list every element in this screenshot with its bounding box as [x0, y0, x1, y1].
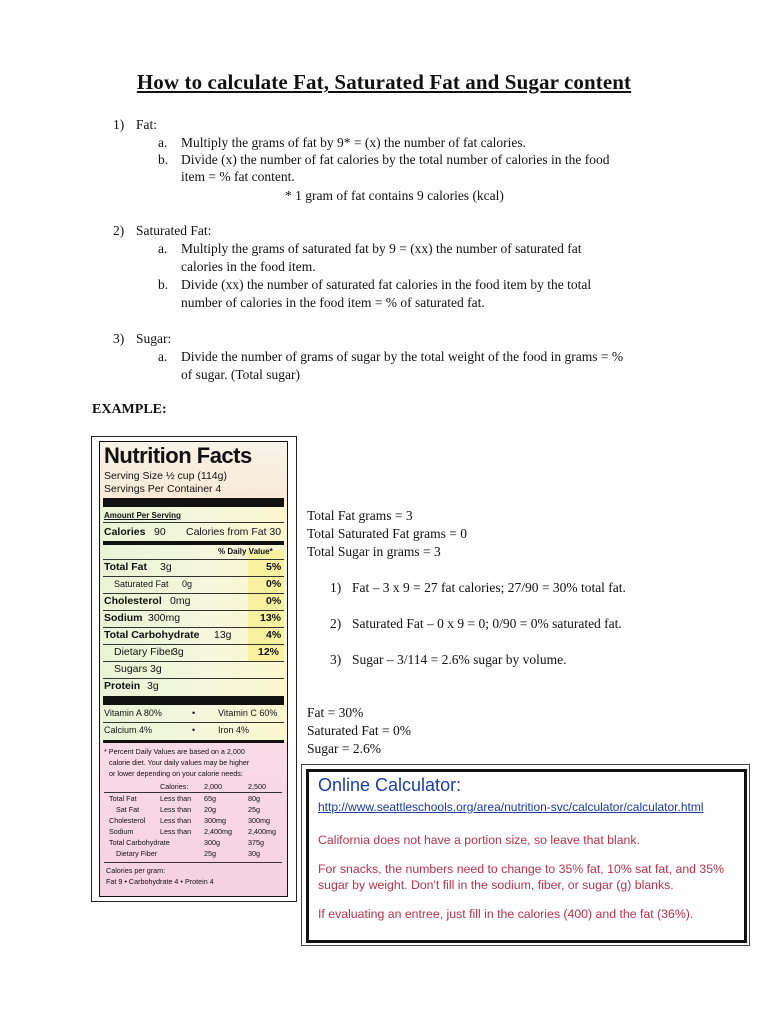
sugar-step-a-line1: Divide the number of grams of sugar by the total weight of the food in grams = % — [181, 349, 624, 364]
section-1-number: 1) — [113, 117, 125, 132]
satfat-step-a-line1: Multiply the grams of saturated fat by 9 = (xx) the number of saturated fat — [181, 241, 582, 256]
dv-table-cell: 25g — [248, 805, 260, 814]
calc-satfat: Saturated Fat – 0 x 9 = 0; 0/90 = 0% saturated fat. — [352, 616, 622, 631]
serving-size: Serving Size ½ cup (114g) — [104, 470, 227, 482]
amount-per-serving: Amount Per Serving — [104, 511, 181, 520]
dv-table-cell: 300mg — [248, 816, 270, 825]
calc-fat: Fat – 3 x 9 = 27 fat calories; 27/90 = 30% total fat. — [352, 580, 626, 595]
satfat-step-a-line2: calories in the food item. — [181, 259, 316, 274]
fat-step-b-line1: Divide (x) the number of fat calories by the total number of calories in the food — [181, 152, 610, 167]
item-letter-a: a. — [158, 135, 168, 150]
sugar-step-a-line2: of sugar. (Total sugar) — [181, 367, 301, 382]
vitamin-c: Vitamin C 60% — [218, 708, 278, 718]
calc-number: 3) — [330, 652, 342, 667]
dv-table-cell: 80g — [248, 794, 260, 803]
calculator-title: Online Calculator: — [318, 775, 462, 795]
calculator-note-snacks-line2: sugar by weight. Don't fill in the sodium, fiber, or sugar (g) blanks. — [318, 878, 674, 892]
section-2-heading: Saturated Fat: — [136, 223, 212, 238]
nutrient-name: Protein — [104, 680, 141, 692]
dv-table-cell: 375g — [248, 838, 264, 847]
fat-step-b-line2: item = % fat content. — [181, 169, 295, 184]
bullet: • — [192, 708, 196, 718]
dv-table-cell: Less than — [160, 805, 192, 814]
nutrition-facts-label — [99, 441, 288, 897]
nutrition-header: Nutrition Facts — [104, 443, 252, 468]
fat-footnote: * 1 gram of fat contains 9 calories (kcal) — [285, 188, 504, 203]
nutrient-amount: 3g — [160, 561, 172, 573]
calculator-note-entree: If evaluating an entree, just fill in the calories (400) and the fat (36%). — [318, 907, 694, 921]
calculator-note-snacks-line1: For snacks, the numbers need to change to 35% fat, 10% sat fat, and 35% — [318, 862, 725, 876]
fat-step-a: Multiply the grams of fat by 9* = (x) the number of fat calories. — [181, 135, 527, 150]
dv-table-head: 2,500 — [248, 782, 266, 791]
dv-table-cell: 20g — [204, 805, 216, 814]
page-title: How to calculate Fat, Saturated Fat and Sugar content — [136, 70, 632, 94]
dv-table-head: 2,000 — [204, 782, 222, 791]
nutrient-daily-value: 5% — [266, 561, 282, 573]
nutrient-amount: 3g — [150, 663, 162, 675]
nutrient-name: Dietary Fiber — [114, 646, 175, 658]
dv-table-cell: Less than — [160, 816, 192, 825]
satfat-step-b-line2: number of calories in the food item = % of saturated fat. — [181, 295, 485, 310]
calcium: Calcium 4% — [104, 725, 153, 735]
dv-table-cell: Cholesterol — [109, 816, 146, 825]
item-letter-b: b. — [158, 152, 169, 167]
nutrient-name: Sugars — [114, 663, 148, 675]
dv-table-head: Calories: — [160, 782, 189, 791]
nutrient-name: Saturated Fat — [114, 579, 169, 589]
dv-table-cell: 30g — [248, 849, 260, 858]
item-letter-a: a. — [158, 349, 168, 364]
nutrient-daily-value: 4% — [266, 629, 282, 641]
nutrient-daily-value: 13% — [260, 612, 282, 624]
vitamin-a: Vitamin A 80% — [104, 708, 162, 718]
section-3-heading: Sugar: — [136, 331, 172, 346]
bullet: • — [192, 725, 196, 735]
dv-table-cell: Sat Fat — [116, 805, 140, 814]
nutrient-daily-value: 0% — [266, 595, 282, 607]
dv-table-cell: 2,400mg — [248, 827, 276, 836]
dv-table-cell: 300mg — [204, 816, 226, 825]
total-fat-grams: Total Fat grams = 3 — [307, 508, 413, 523]
nutrient-name: Total Fat — [104, 561, 147, 573]
section-2-number: 2) — [113, 223, 125, 238]
dv-table-cell: Less than — [160, 827, 192, 836]
nutrient-amount: 0mg — [170, 595, 191, 607]
servings-per-container: Servings Per Container 4 — [104, 483, 222, 495]
calc-number: 1) — [330, 580, 342, 595]
calories-per-gram-values: Fat 9 • Carbohydrate 4 • Protein 4 — [106, 877, 214, 886]
calculator-note-portion: California does not have a portion size, so leave that blank. — [318, 833, 640, 847]
calc-sugar: Sugar – 3/114 = 2.6% sugar by volume. — [352, 652, 567, 667]
satfat-step-b-line1: Divide (xx) the number of saturated fat calories in the food item by the total — [181, 277, 592, 292]
daily-value-header: % Daily Value* — [218, 547, 273, 556]
nutrient-amount: 0g — [182, 579, 193, 589]
dv-table-cell: 65g — [204, 794, 216, 803]
dv-table-cell: 300g — [204, 838, 220, 847]
calories-per-gram-label: Calories per gram: — [106, 866, 166, 875]
nutrient-daily-value: 12% — [258, 646, 280, 658]
dv-table-cell: 2,400mg — [204, 827, 232, 836]
nutrient-name: Total Carbohydrate — [104, 629, 200, 641]
result-sugar: Sugar = 2.6% — [307, 741, 381, 756]
nutrient-amount: 3g — [147, 680, 159, 692]
nutrient-amount: 13g — [214, 629, 232, 641]
example-label: EXAMPLE: — [92, 402, 167, 417]
nutrient-name: Sodium — [104, 612, 143, 624]
dv-table-cell: 25g — [204, 849, 216, 858]
dv-table-cell: Total Fat — [109, 794, 137, 803]
total-satfat-grams: Total Saturated Fat grams = 0 — [307, 526, 468, 541]
footnote-line: * Percent Daily Values are based on a 2,000 — [104, 747, 245, 756]
calories-from-fat: Calories from Fat 30 — [186, 526, 282, 538]
result-satfat: Saturated Fat = 0% — [307, 723, 411, 738]
calculator-link[interactable]: http://www.seattleschools.org/area/nutrition-svc/calculator/calculator.html — [318, 800, 704, 814]
calc-number: 2) — [330, 616, 342, 631]
section-3-number: 3) — [113, 331, 125, 346]
total-sugar-grams: Total Sugar in grams = 3 — [307, 544, 441, 559]
calories-label: Calories — [104, 526, 146, 538]
footnote-line: calorie diet. Your daily values may be higher — [109, 758, 250, 767]
section-1-heading: Fat: — [136, 117, 158, 132]
item-letter-a: a. — [158, 241, 168, 256]
iron: Iron 4% — [218, 725, 250, 735]
dv-table-cell: Sodium — [109, 827, 134, 836]
nutrient-daily-value: 0% — [266, 578, 282, 590]
dv-table-cell: Dietary Fiber — [116, 849, 158, 858]
dv-table-cell: Less than — [160, 794, 192, 803]
calories-value: 90 — [154, 526, 166, 538]
dv-table-cell: Total Carbohydrate — [109, 838, 170, 847]
footnote-line: or lower depending on your calorie needs: — [109, 769, 243, 778]
nutrient-amount: 300mg — [148, 612, 181, 624]
nutrient-name: Cholesterol — [104, 595, 162, 607]
item-letter-b: b. — [158, 277, 169, 292]
nutrient-amount: 3g — [172, 646, 184, 658]
result-fat: Fat = 30% — [307, 705, 364, 720]
